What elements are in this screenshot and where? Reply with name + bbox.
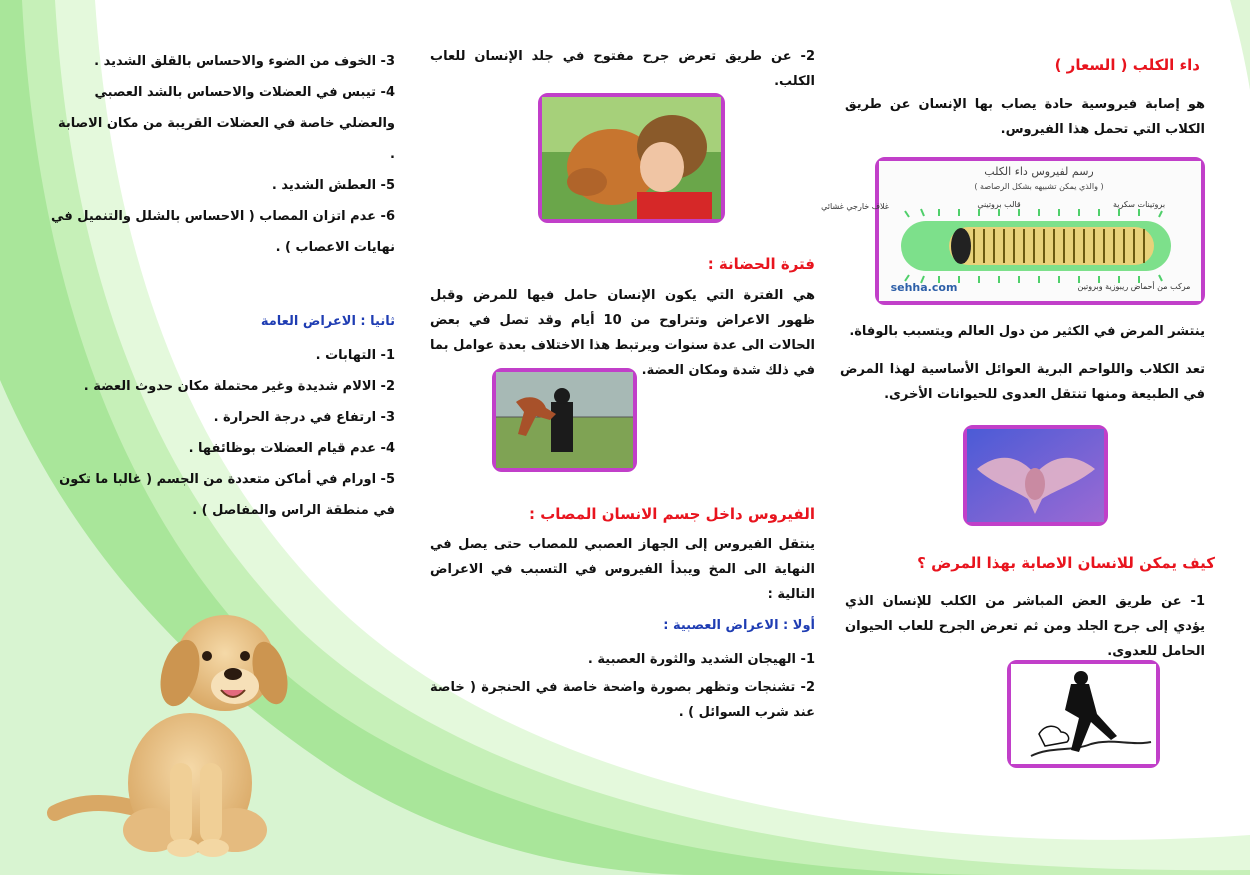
puppy-image (35, 598, 275, 860)
label-capsid: قالب بروتيني (977, 200, 1021, 209)
neuro-symptom-6: 6- عدم اتزان المصاب ( الاحساس بالشلل والتنميل في نهايات الاعصاب ) . (51, 209, 395, 255)
right-column (821, 0, 1220, 875)
general-symptom-3: 3- ارتفاع في درجة الحرارة . (213, 410, 395, 425)
general-symptom-5: 5- اورام في أماكن متعددة من الجسم ( غالبا ما تكون في منطقة الراس والمفاصل ) . (59, 472, 395, 518)
neuro-symptoms-continued (50, 46, 395, 263)
police-dog-photo (492, 368, 637, 472)
incubation-title: فترة الحضانة : (707, 255, 815, 273)
neuro-symptom-3: 3- الخوف من الضوء والاحساس بالقلق الشديد . (94, 54, 395, 69)
intro-paragraph: هو إصابة فيروسية حادة يصاب بها الإنسان عن طريق الكلاب التي تحمل هذا الفيروس. (845, 97, 1205, 137)
virus-diagram-subtitle: ( والذي يمكن تشبيهه بشكل الرصاصة ) (974, 182, 1104, 191)
general-symptom-4: 4- عدم قيام العضلات بوظائفها . (188, 441, 395, 456)
general-symptom-1: 1- التهابات . (315, 348, 395, 363)
how-title: كيف يمكن للانسان الاصابة بهذا المرض ؟ (917, 554, 1215, 572)
neuro-symptoms-title: أولا : الاعراض العصبية : (663, 618, 815, 633)
watermark: sehha.com (890, 281, 958, 294)
bat-photo (963, 425, 1108, 526)
dog-attack-illustration (1007, 660, 1160, 768)
neuro-symptom-5: 5- العطش الشديد . (271, 178, 395, 193)
spread-paragraph: ينتشر المرض في الكثير من دول العالم ويتسبب بالوفاة. (849, 324, 1205, 339)
virus-body-title: الفيروس داخل جسم الانسان المصاب : (529, 505, 815, 523)
virus-diagram-title: رسم لفيروس داء الكلب (984, 165, 1094, 178)
reservoir-paragraph: تعد الكلاب واللواحم البرية العوائل الأساسية لهذا المرض في الطبيعة ومنها تنتقل العدوى للحيوانات الأخرى. (840, 362, 1205, 402)
label-rna: مركب من أحماض ريبوزية وبروتين (1077, 282, 1191, 291)
how-item-2: 2- عن طريق تعرض جرح مفتوح في جلد الإنسان للعاب الكلب. (430, 49, 815, 89)
neuro-symptom-4: 4- تيبس في العضلات والاحساس بالشد العصبي والعضلي خاصة في العضلات القريبة من مكان الاصابة . (57, 85, 395, 162)
boy-with-dog-photo (538, 93, 725, 223)
general-symptom-2: 2- الالام شديدة وغير محتملة مكان حدوث العضة . (83, 379, 395, 394)
label-sugar: بروتينات سكرية (1112, 200, 1166, 209)
how-item-1: 1- عن طريق العض المباشر من الكلب للإنسان الذي يؤدي إلى جرح الجلد ومن ثم تعرض الجرح للعاب الحيوان الحامل للعدوى. (845, 594, 1205, 659)
label-envelope: غلاف خارجي غشائي (821, 202, 889, 211)
neuro-symptom-1: 1- الهيجان الشديد والثورة العصبية . (587, 652, 815, 667)
neuro-symptom-2: 2- تشنجات وتظهر بصورة واضحة خاصة في الحنجرة ( خاصة عند شرب السوائل ) . (430, 680, 815, 720)
middle-column (430, 0, 820, 875)
virus-body-paragraph: ينتقل الفيروس إلى الجهاز العصبي للمصاب حتى يصل في النهاية الى المخ ويبدأ الفيروس في التسبب في الاعراض التالية : (430, 537, 815, 602)
virus-diagram (821, 161, 1201, 301)
general-symptoms-list (50, 340, 395, 526)
virus-diagram-frame (821, 157, 1205, 305)
main-title: داء الكلب ( السعار ) (1054, 56, 1200, 74)
incubation-paragraph: هي الفترة التي يكون الإنسان حامل فيها للمرض وقبل ظهور الاعراض وتتراوح من 10 أيام وقد تصل في بعض الحالات الى عدة سنوات ويرتبط هذا الاختلاف بعدة عوامل بما في ذلك شدة ومكان العضة. (430, 288, 815, 378)
general-symptoms-title: ثانيا : الاعراض العامة (260, 314, 395, 329)
